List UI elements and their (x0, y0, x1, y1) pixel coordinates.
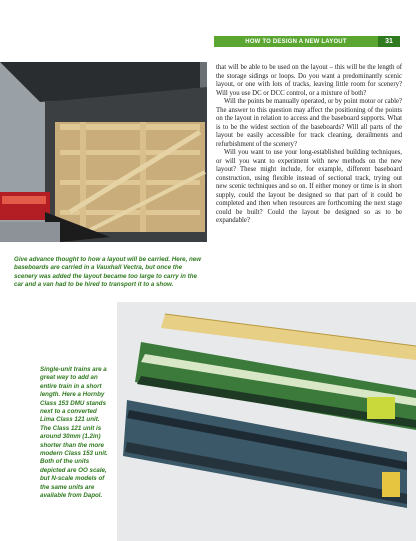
paragraph-2: Will the points be manually operated, or by point motor or cable? The answer to this question may affect the positioning of the points on the layout in relation to access and the baseboard supports. What is to be the widest section of the baseboards? Will all parts of the layout be easily accessible for track cleaning, derailments and refurbishment of the scenery? (216, 98, 402, 148)
running-header (214, 36, 378, 47)
article-body (216, 64, 402, 226)
car-boot-illustration (0, 62, 207, 242)
paragraph-3: Will you want to use your long-established building techniques, or will you want to experiment with new methods on the new layout? These might include, for example, different baseboard construction, using flexible instead of sectional track, trying out new scenic techniques and so on. If either money or time is in short supply, could the layout be designed so that part of it could be completed and then when resources are forthcoming the next stage could be built? Could the layout be designed so as to be expandable? (216, 149, 402, 224)
model-trains-photo (117, 302, 416, 541)
car-photo-caption: Give advance thought to how a layout will be carried. Here, new baseboards are carried in a Vauxhall Vectra, but once the scenery was added the layout became too large to carry in the car and a van had to be hired to transport it to a show. (14, 256, 202, 289)
model-trains-illustration (117, 302, 416, 541)
page-number: 31 (378, 36, 400, 47)
car-boot-photo (0, 62, 207, 242)
trains-photo-caption: Single-unit trains are a great way to add an entire train in a short length. Here a Hornby Class 153 DMU stands next to a converted Lima Class 121 unit. The Class 121 unit is around 30mm (1.2in) shorter than the more modern Class 153 unit. Both of the units depicted are OO scale, but N-scale models of the same units are available from Dapol. (40, 366, 108, 500)
paragraph-1: that will be able to be used on the layout – this will be the length of the storage sidings or loops. Do you want a predominantly scenic layout, or one with lots of tracks, leaving little room for scenery? Will you use DC or DCC control, or a mixture of both? (216, 64, 402, 97)
running-header-title: HOW TO DESIGN A NEW LAYOUT (245, 38, 347, 45)
